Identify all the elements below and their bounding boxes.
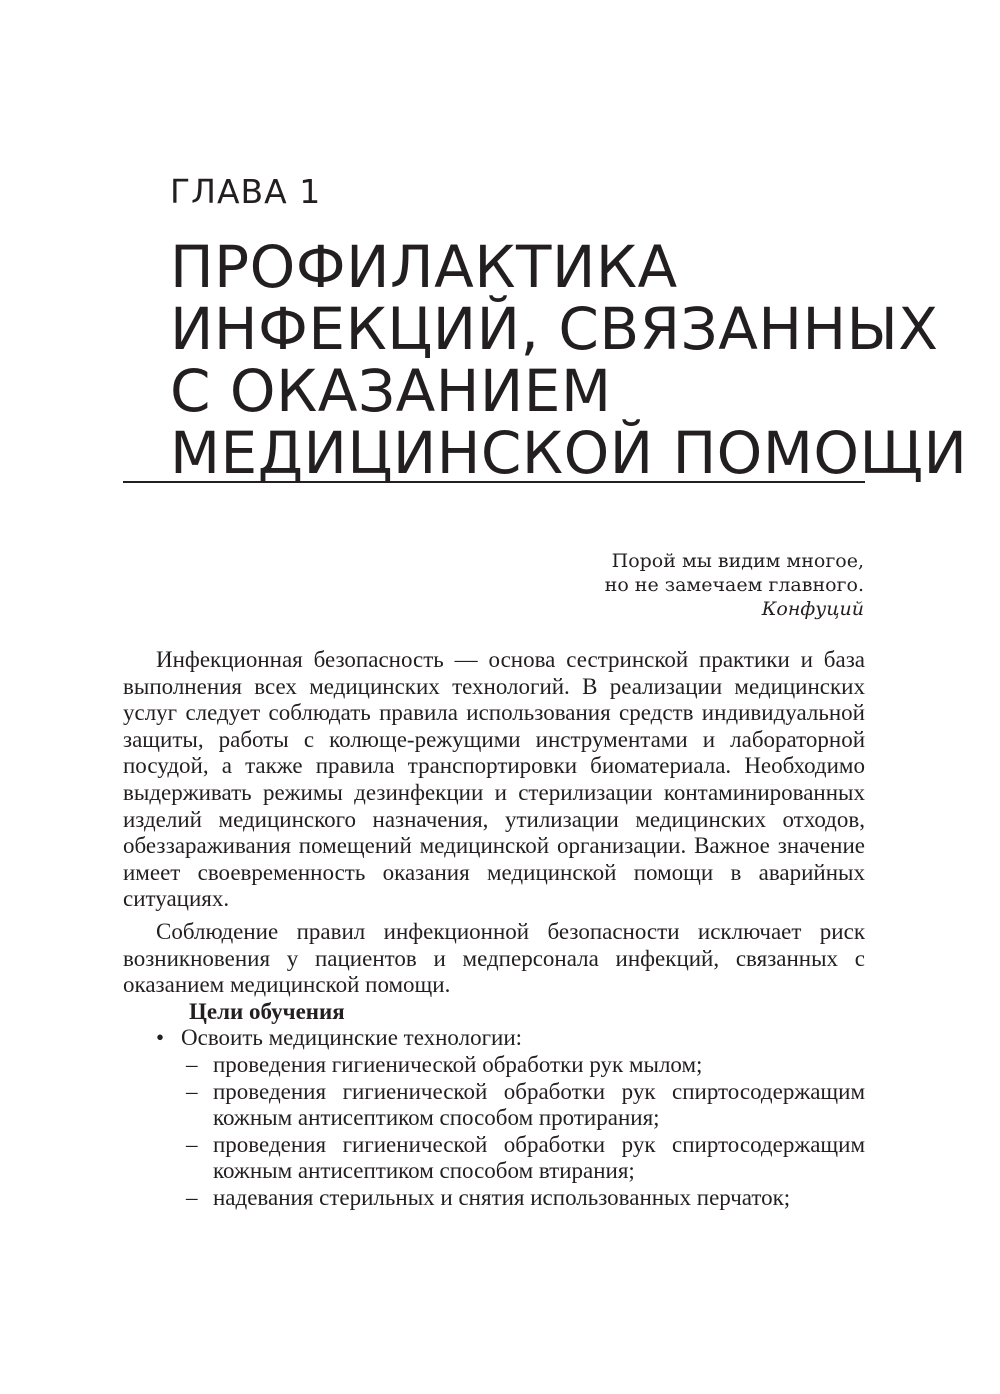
goal-text: Освоить медицинские технологии: (181, 1025, 523, 1051)
dash-icon: – (186, 1184, 198, 1210)
goal-subitem-text: надевания стерильных и снятия использованных перчаток; (213, 1184, 791, 1210)
chapter-title-line: ИНФЕКЦИЙ, СВЯЗАННЫХ (170, 295, 939, 363)
chapter-title-line: МЕДИЦИНСКОЙ ПОМОЩИ (170, 419, 968, 487)
paragraph: Соблюдение правил инфекционной безопасности исключает риск возникновения у пациентов и медперсонала инфекций, связанных с оказанием медицинской помощи. (123, 918, 865, 998)
paragraph: Инфекционная безопасность — основа сестринской практики и база выполнения всех медицинских технологий. В реализации медицинских услуг следует соблюдать правила использования средств индивидуальной защиты, работы с колюще-режущими инструментами и лабораторной посудой, а также правила транспортировки биоматериала. Необходимо выдерживать режимы дезинфекции и стерилизации контаминированных изделий медицинского назначения, утилизации медицинских отходов, обеззараживания помещений медицинской организации. Важное значение имеет своевременность оказания медицинской помощи в аварийных ситуациях. (123, 647, 865, 912)
goal-subitem-text: проведения гигиенической обработки рук спиртосодержащим кожным антисептиком способом втирания; (213, 1131, 865, 1184)
epigraph-line: Порой мы видим многое, (611, 550, 864, 572)
chapter-title-line: С ОКАЗАНИЕМ (170, 357, 612, 425)
chapter-title (170, 233, 968, 487)
epigraph-line: но не замечаем главного. (604, 574, 864, 596)
goal-subitem (123, 1079, 865, 1132)
epigraph-author: Конфуций (761, 598, 864, 620)
title-divider (123, 481, 865, 483)
epigraph (605, 549, 864, 621)
chapter-title-line: ПРОФИЛАКТИКА (170, 233, 678, 301)
goal-subitem-text: проведения гигиенической обработки рук мылом; (213, 1051, 703, 1077)
body-text (123, 647, 865, 1211)
dash-icon: – (186, 1078, 198, 1104)
dash-icon: – (186, 1051, 198, 1077)
goal-subitem (123, 1185, 865, 1212)
dash-icon: – (186, 1131, 198, 1157)
goal-subitem-text: проведения гигиенической обработки рук спиртосодержащим кожным антисептиком способом протирания; (213, 1078, 865, 1131)
goal-subitem (123, 1132, 865, 1185)
goal-bullet-item (123, 1025, 865, 1052)
goals-heading: Цели обучения (189, 998, 345, 1024)
chapter-label: ГЛАВА 1 (170, 172, 322, 211)
bullet-icon: • (156, 1025, 165, 1051)
goal-subitem (123, 1052, 865, 1079)
